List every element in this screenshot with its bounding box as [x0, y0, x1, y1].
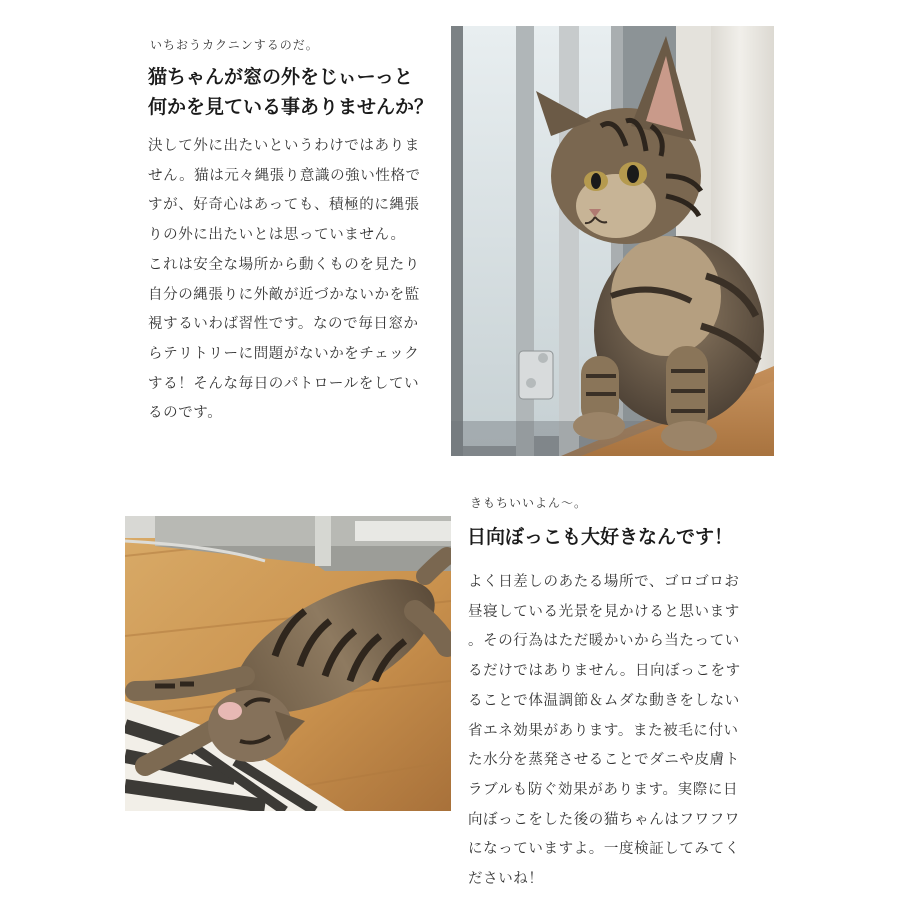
body-line: せん。猫は元々縄張り意識の強い性格で	[148, 167, 421, 184]
body-line: これは安全な場所から動くものを見たり	[148, 256, 420, 273]
body-line: 決して外に出たいというわけではありま	[148, 138, 420, 154]
section2-heading: 日向ぼっこも大好きなんです！	[467, 526, 734, 548]
body-line: 。その行為はただ暖かいから当たってい	[468, 633, 740, 650]
body-line: 昼寝している光景を見かけると思います	[468, 603, 740, 620]
body-line: りの外に出たいとは思っていません。	[148, 227, 406, 244]
body-line: 自分の縄張りに外敵が近づかないかを監	[148, 286, 420, 303]
body-line: 省エネ効果があります。また被毛に付い	[468, 722, 739, 739]
section2-body	[468, 568, 741, 895]
section1-eyebrow: いちおうカクニンするのだ。	[150, 38, 319, 52]
section1-heading	[148, 62, 433, 122]
body-line: るだけではありません。日向ぼっこをす	[468, 663, 741, 680]
section1-body	[148, 132, 421, 429]
body-line: になっていますよ。一度検証してみてく	[468, 841, 740, 858]
body-line: する！そんな毎日のパトロールをしてい	[148, 375, 420, 392]
kitten-sunbathing-photo	[125, 516, 451, 811]
kitten-window-illustration	[451, 26, 774, 456]
section2-eyebrow: きもちいいよん〜。	[470, 496, 588, 510]
kitten-sunbathing-illustration	[125, 516, 451, 811]
section1-heading-line: 猫ちゃんが窓の外をじぃーっと	[148, 66, 413, 88]
body-line: た水分を蒸発させることでダニや皮膚ト	[468, 752, 740, 769]
body-line: ラブルも防ぐ効果があります。実際に日	[468, 781, 739, 798]
body-line: ることで体温調節＆ムダな動きをしない	[468, 692, 740, 709]
body-line: らテリトリーに問題がないかをチェック	[148, 345, 420, 362]
body-line: 向ぼっこをした後の猫ちゃんはフワフワ	[468, 811, 740, 828]
body-line: 視するいわば習性です。なので毎日窓か	[148, 316, 419, 333]
kitten-window-photo	[451, 26, 774, 456]
body-line: ださいね！	[468, 871, 544, 888]
body-line: すが、好奇心はあっても、積極的に縄張	[148, 197, 420, 214]
body-line: るのです。	[148, 405, 223, 422]
section1-heading-line: 何かを見ている事ありませんか？	[148, 96, 434, 118]
body-line: よく日差しのあたる場所で、ゴロゴロお	[468, 574, 740, 590]
